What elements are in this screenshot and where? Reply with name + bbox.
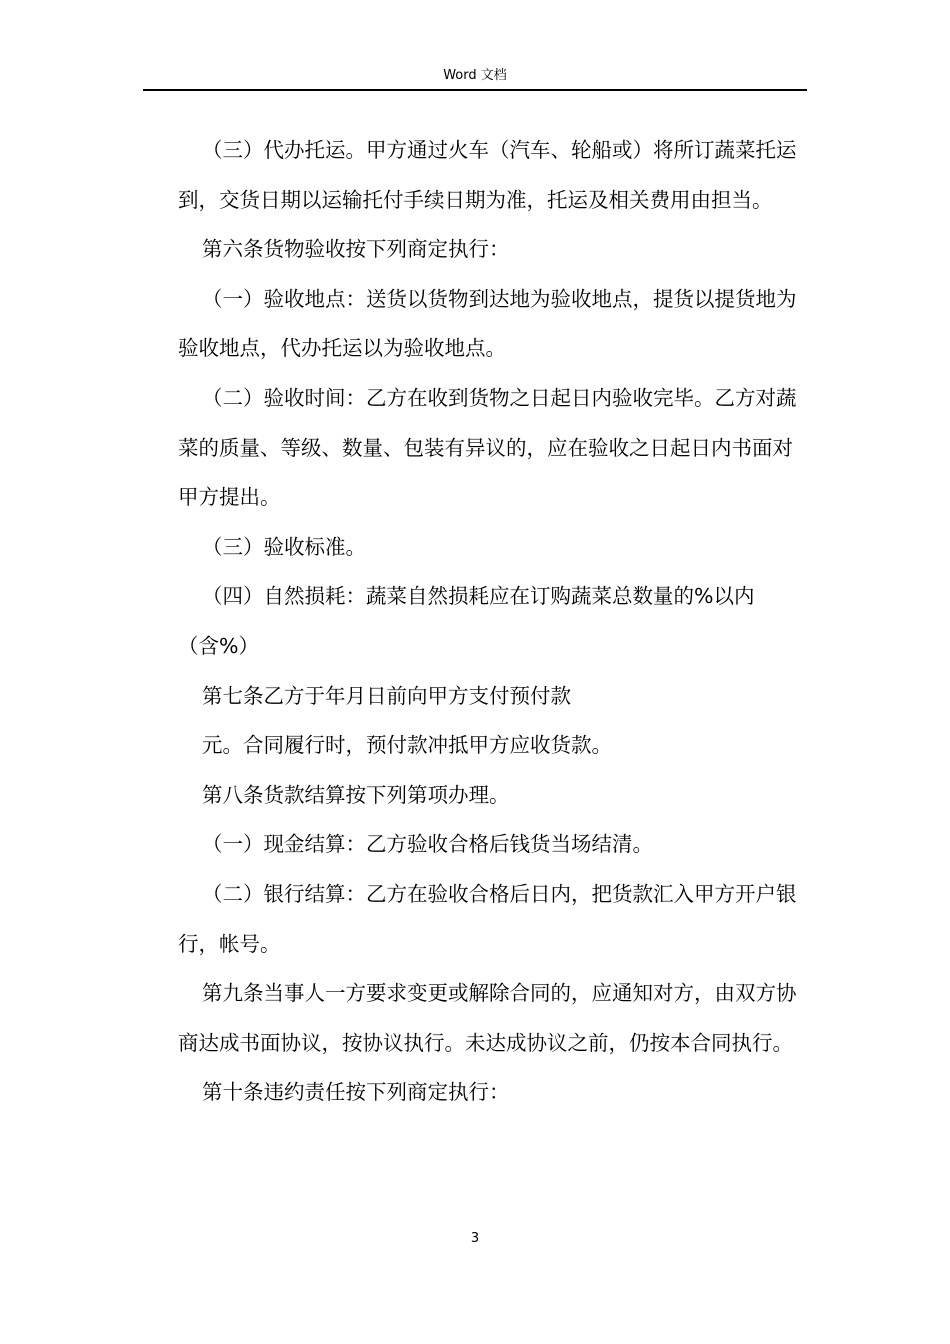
paragraph-article-8: 第八条货款结算按下列第项办理。 [202,782,510,807]
paragraph-article-7: 第七条乙方于年月日前向甲方支付预付款 [202,683,571,708]
paragraph-inspection-standard: （三）验收标准。 [202,534,366,559]
page-number: 3 [470,1231,480,1246]
paragraph-delivery-consignment: （三）代办托运。甲方通过火车（汽车、轮船或）将所订蔬菜托运到，交货日期以运输托付手续日期为准，托运及相关费用由担当。 [178,138,797,212]
paragraph-article-6: 第六条货物验收按下列商定执行： [202,237,510,262]
paragraph-cash-settlement: （一）现金结算：乙方验收合格后钱货当场结清。 [202,832,653,857]
document-body [178,126,806,1118]
paragraph-bank-settlement: （二）银行结算：乙方在验收合格后日内，把货款汇入甲方开户银行，帐号。 [178,881,797,956]
paragraph-inspection-location: （一）验收地点：送货以货物到达地为验收地点，提货以提货地为验收地点，代办托运以为验收地点。 [178,286,797,361]
page-header [143,64,807,91]
paragraph-inspection-time: （二）验收时间：乙方在收到货物之日起日内验收完毕。乙方对蔬菜的质量、等级、数量、包装有异议的，应在验收之日起日内书面对甲方提出。 [178,385,797,510]
paragraph-article-9: 第九条当事人一方要求变更或解除合同的，应通知对方，由双方协商达成书面协议，按协议执行。未达成协议之前，仍按本合同执行。 [178,981,797,1055]
paragraph-prepayment-offset: 元。合同履行时，预付款冲抵甲方应收货款。 [202,733,612,758]
paragraph-natural-loss: （四）自然损耗：蔬菜自然损耗应在订购蔬菜总数量的%以内（含%） [178,584,755,658]
paragraph-article-10: 第十条违约责任按下列商定执行： [202,1080,510,1105]
header-title: Word 文档 [443,68,507,83]
